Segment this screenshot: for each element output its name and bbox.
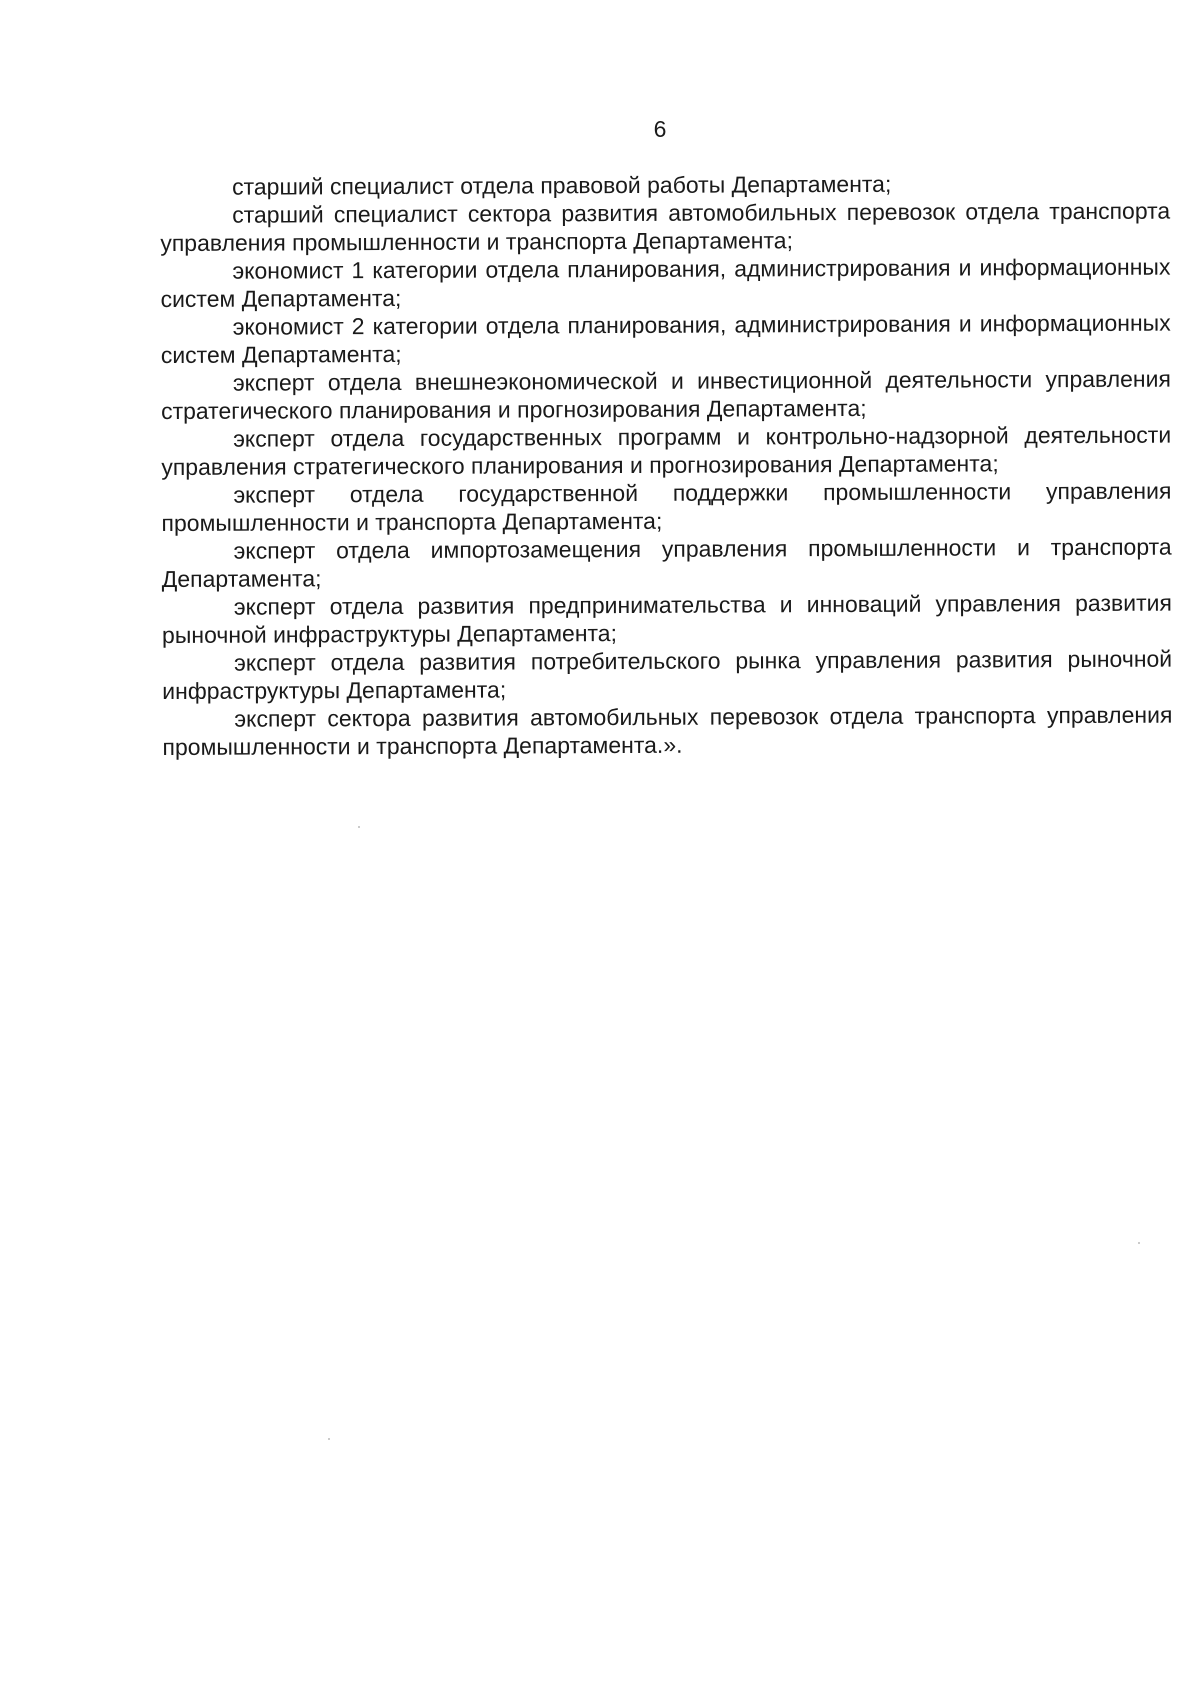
paragraph-11: эксперт сектора развития автомобильных перевозок отдела транспорта управления промышленности и транспорта Департамента.». [162,701,1173,760]
paragraph-7: эксперт отдела государственной поддержки промышленности управления промышленности и транспорта Департамента; [161,477,1172,536]
document-body [160,169,1173,761]
scan-speck [328,1438,330,1440]
paragraph-4: экономист 2 категории отдела планирования, администрирования и информационных систем Департамента; [160,309,1171,368]
paragraph-5: эксперт отдела внешнеэкономической и инвестиционной деятельности управления стратегического планирования и прогнозирования Департамента; [160,365,1171,424]
paragraph-8: эксперт отдела импортозамещения управления промышленности и транспорта Департамента; [161,533,1172,592]
paragraph-3: экономист 1 категории отдела планирования, администрирования и информационных систем Департамента; [160,253,1171,312]
page-number: 6 [653,116,667,142]
scan-speck [358,826,360,828]
paragraph-9: эксперт отдела развития предпринимательства и инноваций управления развития рыночной инфраструктуры Департамента; [161,589,1172,648]
paragraph-2: старший специалист сектора развития автомобильных перевозок отдела транспорта управления промышленности и транспорта Департамента; [160,197,1171,256]
paragraph-6: эксперт отдела государственных программ и контрольно-надзорной деятельности управления стратегического планирования и прогнозирования Департамента; [161,421,1172,480]
paragraph-1: старший специалист отдела правовой работы Департамента; [232,170,892,200]
paragraph-10: эксперт отдела развития потребительского рынка управления развития рыночной инфраструктуры Департамента; [162,645,1173,704]
scan-speck [1138,1242,1140,1244]
